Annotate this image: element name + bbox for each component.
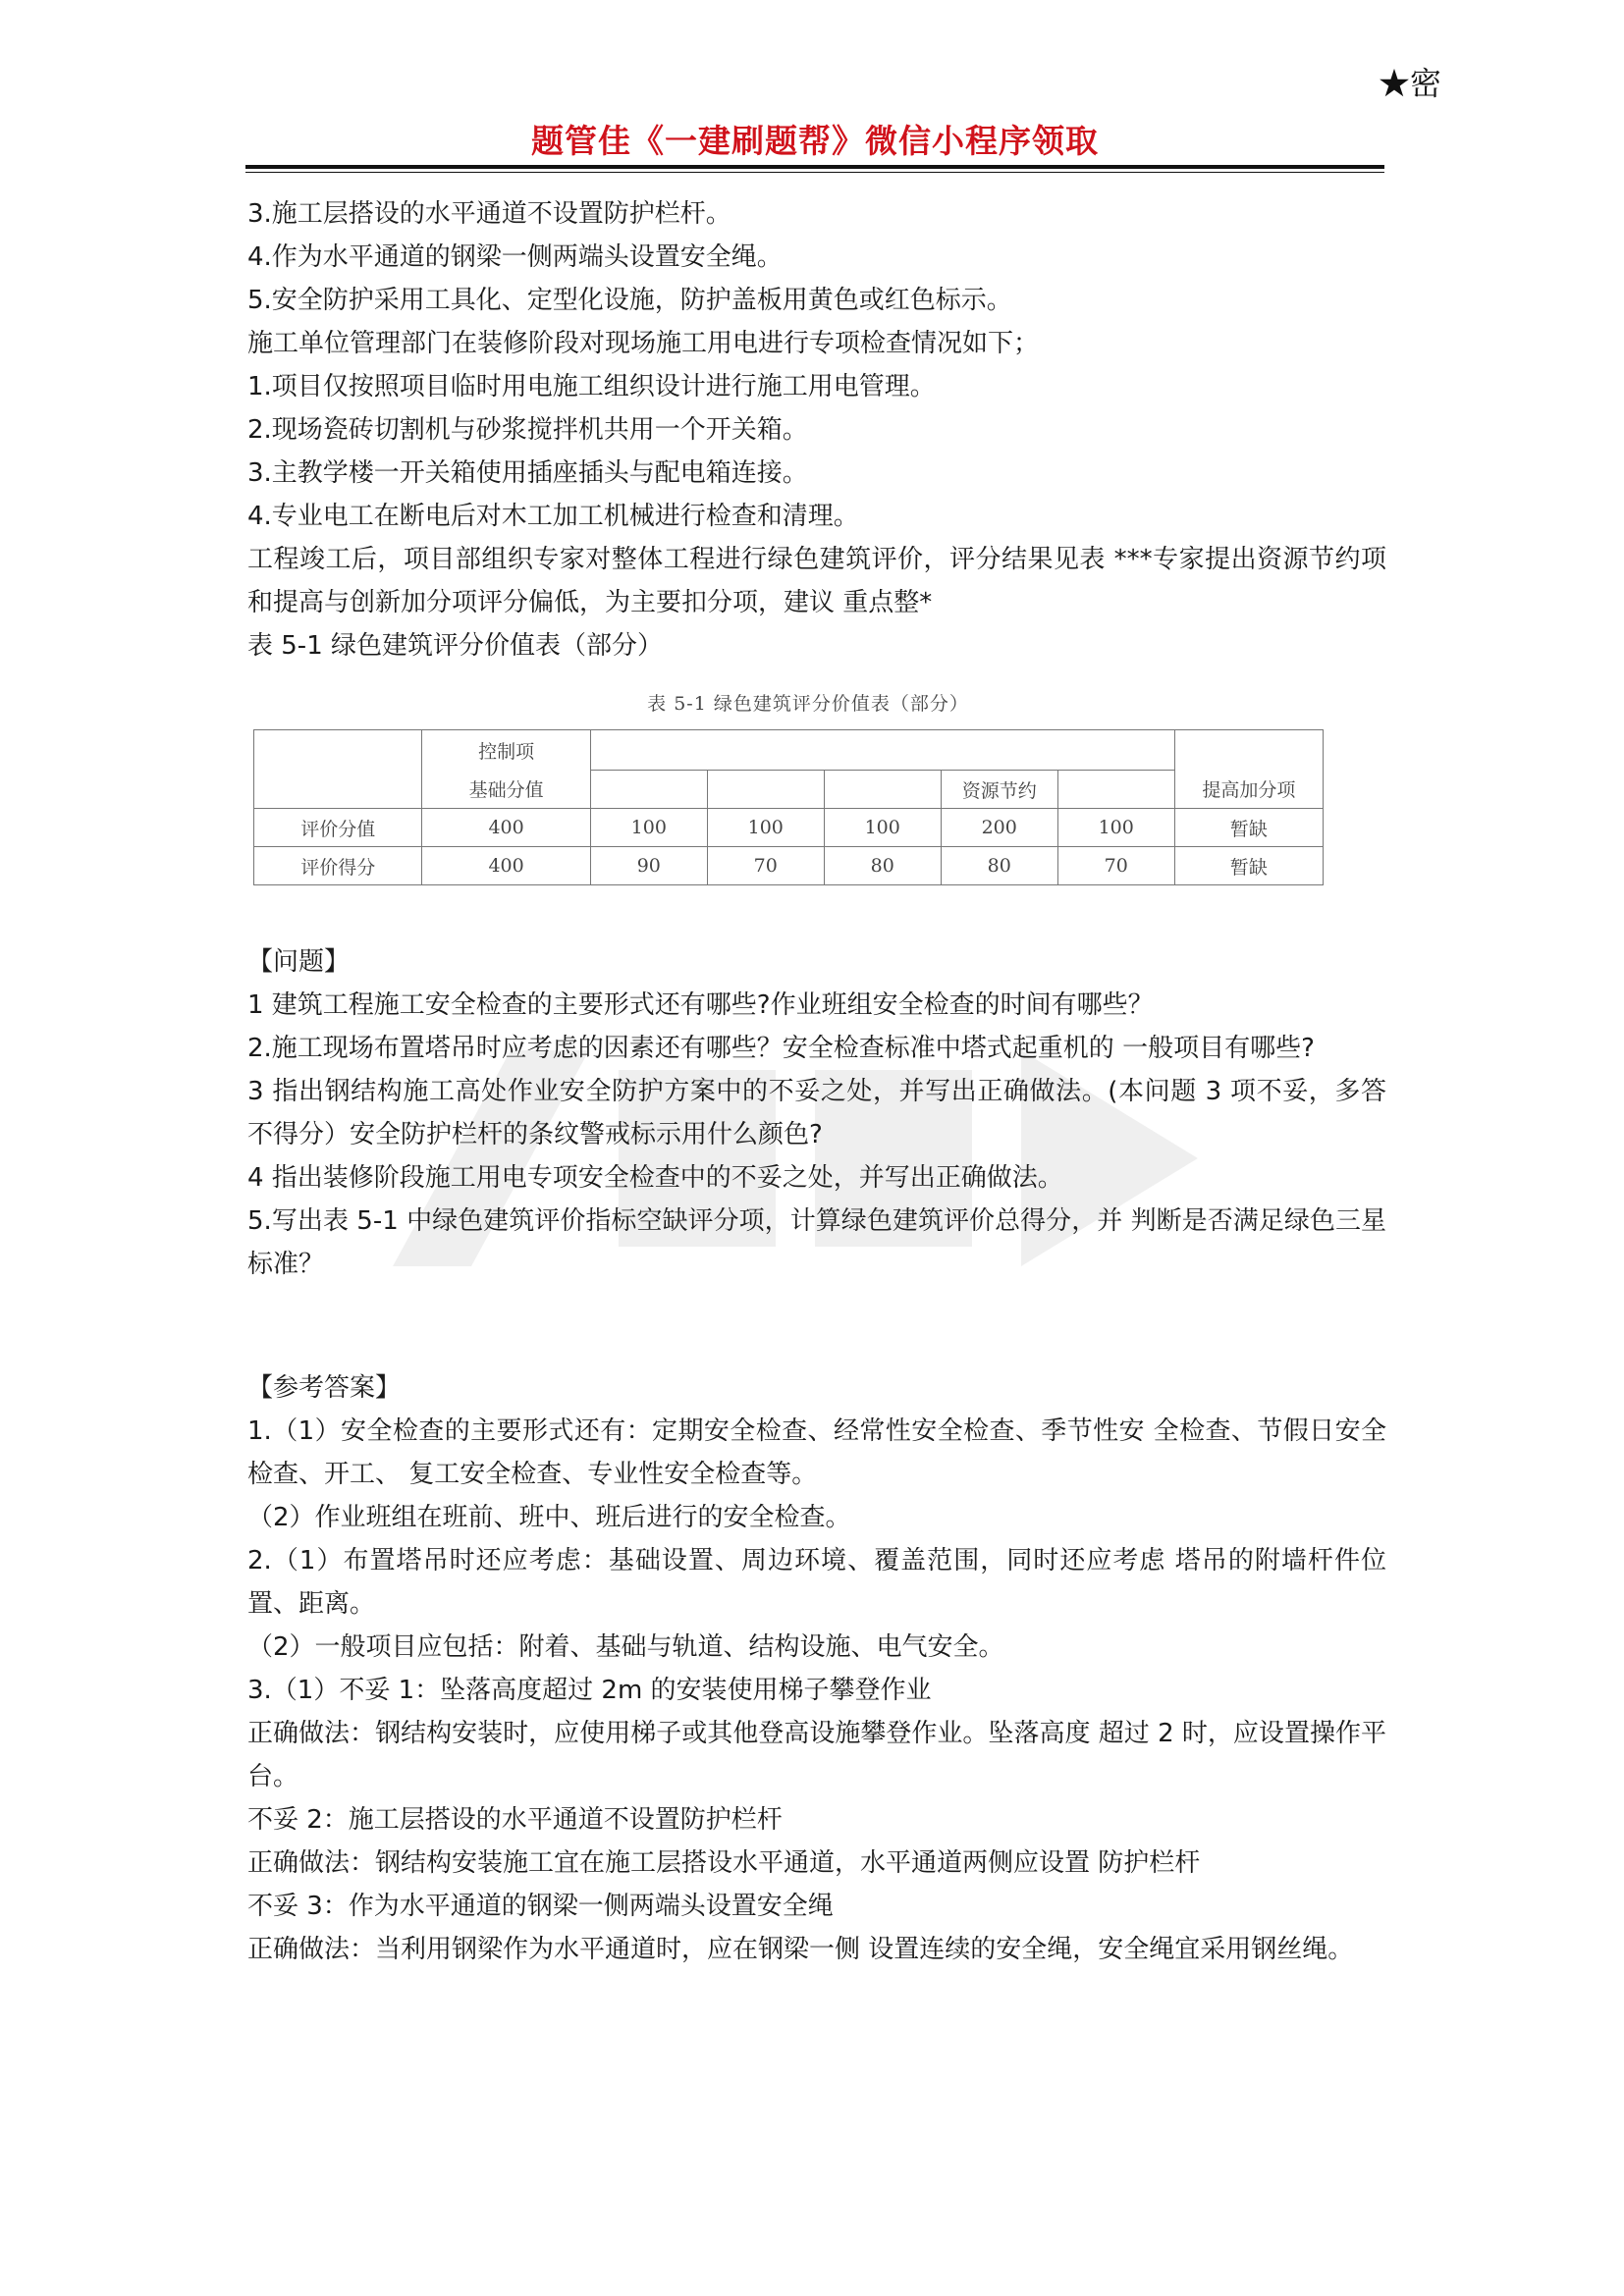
table-cell-empty: [590, 730, 1174, 771]
table-cell: 400: [422, 847, 590, 885]
answer-item: 不妥 2：施工层搭设的水平通道不设置防护栏杆: [247, 1805, 783, 1835]
answer-item: （2）一般项目应包括：附着、基础与轨道、结构设施、电气安全。: [247, 1632, 1004, 1662]
page-header-title: 题管佳《一建刷题帮》微信小程序领取: [531, 122, 1099, 160]
answer-item: 不妥 3：作为水平通道的钢梁一侧两端头设置安全绳: [247, 1892, 834, 1921]
table-cell: 暂缺: [1174, 809, 1323, 847]
header-rule-thick: [245, 165, 1384, 169]
table-cell: 100: [824, 809, 941, 847]
answer-item: 正确做法：钢结构安装施工宜在施工层搭设水平通道，水平通道两侧应设置 防护栏杆: [247, 1848, 1201, 1878]
table-cell-empty: [1174, 730, 1323, 771]
table-caption: 表 5-1 绿色建筑评分价值表（部分）: [647, 693, 969, 715]
answer-item: 正确做法：钢结构安装时，应使用梯子或其他登高设施攀登作业。坠落高度 超过 2 时，应设置操作平台。: [247, 1719, 1386, 1791]
table-header-resource: 资源节约: [941, 771, 1057, 809]
document-body: [247, 192, 1386, 1971]
table-cell: 80: [824, 847, 941, 885]
question-item: 3 指出钢结构施工高处作业安全防护方案中的不妥之处，并写出正确做法。(本问题 3 项不妥，多答不得分）安全防护栏杆的条纹警戒标示用什么颜色?: [247, 1077, 1386, 1149]
table-cell: 400: [422, 809, 590, 847]
answer-item: 正确做法：当利用钢梁作为水平通道时，应在钢梁一侧 设置连续的安全绳，安全绳宜采用钢丝绳。: [247, 1935, 1354, 1964]
green-building-score-table: [253, 729, 1324, 885]
header-rule-thin: [245, 172, 1384, 173]
table-cell: 80: [941, 847, 1057, 885]
table-cell: 200: [941, 809, 1057, 847]
table-cell: 90: [590, 847, 707, 885]
answers-heading: 【参考答案】: [247, 1373, 402, 1403]
evaluation-paragraph: 工程竣工后，项目部组织专家对整体工程进行绿色建筑评价，评分结果见表 ***专家提出资源节约项和提高与创新加分项评分偏低，为主要扣分项，建议 重点整*: [247, 545, 1386, 617]
table-cell: 100: [590, 809, 707, 847]
table-header-row: [254, 730, 1324, 771]
table-title-line: 表 5-1 绿色建筑评分价值表（部分）: [247, 631, 663, 661]
table-cell: 100: [1057, 809, 1174, 847]
score-table-figure: [253, 689, 1324, 885]
intro-line: 1.项目仅按照项目临时用电施工组织设计进行施工用电管理。: [247, 372, 936, 401]
intro-line: 施工单位管理部门在装修阶段对现场施工用电进行专项检查情况如下；: [247, 329, 1040, 358]
intro-line: 2.现场瓷砖切割机与砂浆搅拌机共用一个开关箱。: [247, 415, 808, 445]
table-cell: 暂缺: [1174, 847, 1323, 885]
intro-line: 3.主教学楼一开关箱使用插座插头与配电箱连接。: [247, 458, 808, 488]
table-cell-empty: [254, 730, 422, 809]
table-header-control: 控制项: [422, 730, 590, 771]
question-item: 5.写出表 5-1 中绿色建筑评价指标空缺评分项，计算绿色建筑评价总得分，并 判断是否满足绿色三星标准？: [247, 1206, 1386, 1279]
answer-item: 1.（1）安全检查的主要形式还有：定期安全检查、经常性安全检查、季节性安 全检查、节假日安全检查、开工、 复工安全检查、专业性安全检查等。: [247, 1416, 1386, 1489]
table-cell-empty: [824, 771, 941, 809]
table-header-bonus: 提高加分项: [1174, 771, 1323, 809]
table-row: [254, 847, 1324, 885]
row-label: 评价得分: [254, 847, 422, 885]
intro-line: 3.施工层搭设的水平通道不设置防护栏杆。: [247, 199, 731, 229]
table-cell: 70: [707, 847, 824, 885]
row-label: 评价分值: [254, 809, 422, 847]
question-item: 1 建筑工程施工安全检查的主要形式还有哪些?作业班组安全检查的时间有哪些？: [247, 990, 1154, 1020]
questions-heading: 【问题】: [247, 947, 351, 977]
table-row: [254, 809, 1324, 847]
intro-line: 4.专业电工在断电后对木工加工机械进行检查和清理。: [247, 502, 859, 531]
table-cell: 70: [1057, 847, 1174, 885]
answer-item: 2.（1）布置塔吊时还应考虑：基础设置、周边环境、覆盖范围，同时还应考虑 塔吊的附墙杆件位置、距离。: [247, 1546, 1386, 1619]
answer-item: （2）作业班组在班前、班中、班后进行的安全检查。: [247, 1503, 851, 1532]
table-cell: 100: [707, 809, 824, 847]
table-cell-empty: [1057, 771, 1174, 809]
table-cell-empty: [590, 771, 707, 809]
intro-line: 4.作为水平通道的钢梁一侧两端头设置安全绳。: [247, 242, 783, 272]
answer-item: 3.（1）不妥 1：坠落高度超过 2m 的安装使用梯子攀登作业: [247, 1676, 932, 1705]
question-item: 2.施工现场布置塔吊时应考虑的因素还有哪些？安全检查标准中塔式起重机的 一般项目有哪些?: [247, 1034, 1315, 1063]
intro-line: 5.安全防护采用工具化、定型化设施，防护盖板用黄色或红色标示。: [247, 286, 1012, 315]
table-header-basic: 基础分值: [422, 771, 590, 809]
table-cell-empty: [707, 771, 824, 809]
question-item: 4 指出装修阶段施工用电专项安全检查中的不妥之处，并写出正确做法。: [247, 1163, 1063, 1193]
secret-mark: ★密: [1378, 65, 1441, 102]
